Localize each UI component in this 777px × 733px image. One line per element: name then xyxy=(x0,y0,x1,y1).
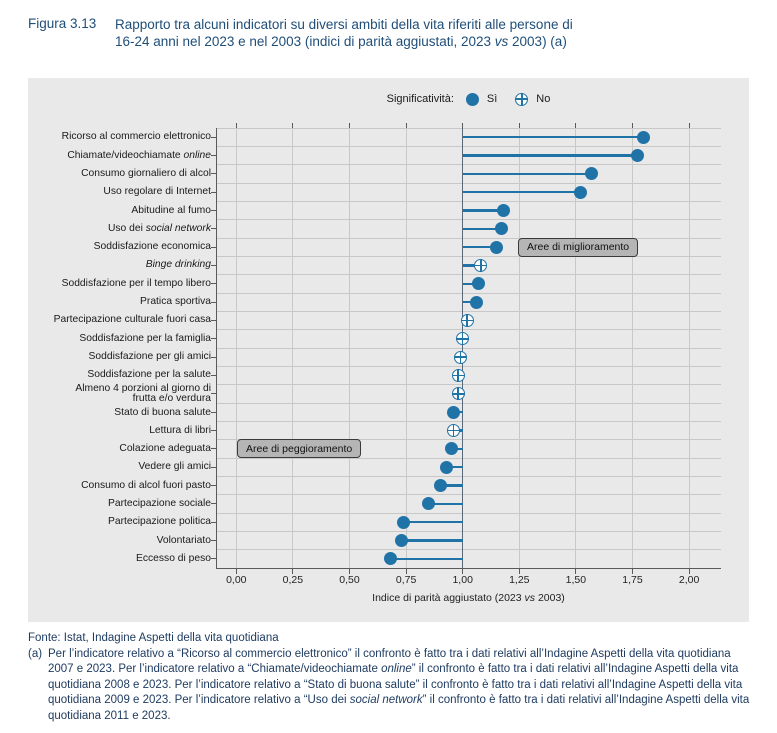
gridline-horizontal xyxy=(216,183,721,184)
chart-panel xyxy=(28,78,749,622)
gridline-horizontal xyxy=(216,384,721,385)
data-point-not-significant xyxy=(461,314,474,327)
data-point-significant xyxy=(445,442,458,455)
x-tick-label: 0,25 xyxy=(282,574,304,586)
category-label: Binge drinking xyxy=(145,259,211,271)
figure-number: Figura 3.13 xyxy=(28,16,97,31)
category-label: Almeno 4 porzioni al giorno di frutta e/o verdura xyxy=(75,383,211,404)
gridline-horizontal xyxy=(216,476,721,477)
gridline-horizontal xyxy=(216,403,721,404)
category-label: Uso dei social network xyxy=(107,222,211,234)
significant-dot-icon xyxy=(466,93,479,106)
category-label: Partecipazione culturale fuori casa xyxy=(53,314,211,326)
not-significant-dot-icon xyxy=(515,93,528,106)
improvement-annotation: Aree di miglioramento xyxy=(518,238,638,257)
worsening-annotation: Aree di peggioramento xyxy=(237,439,361,458)
category-label: Vedere gli amici xyxy=(138,461,211,473)
x-tick-label: 1,00 xyxy=(452,574,473,586)
data-point-not-significant xyxy=(454,351,467,364)
lollipop-stem xyxy=(463,136,644,138)
gridline-horizontal xyxy=(216,293,721,294)
footnote-a xyxy=(28,647,751,725)
data-point-not-significant xyxy=(452,387,465,400)
chart-legend xyxy=(216,88,721,110)
category-label: Volontariato xyxy=(156,534,211,546)
legend-label: Significatività: xyxy=(386,93,454,105)
gridline-horizontal xyxy=(216,238,721,239)
gridline-horizontal xyxy=(216,164,721,165)
category-label: Eccesso di peso xyxy=(136,552,211,564)
source-line: Fonte: Istat, Indagine Aspetti della vita quotidiana xyxy=(28,632,279,644)
data-point-significant xyxy=(574,186,587,199)
data-point-significant xyxy=(472,277,485,290)
gridline-horizontal xyxy=(216,329,721,330)
category-label: Soddisfazione per la famiglia xyxy=(79,332,211,344)
category-axis-labels xyxy=(28,128,211,568)
y-axis-line xyxy=(216,128,217,568)
category-label: Chiamate/videochiamate online xyxy=(67,149,211,161)
x-axis-tick-labels xyxy=(216,574,721,588)
category-label: Partecipazione politica xyxy=(107,516,211,528)
data-point-significant xyxy=(434,479,447,492)
lollipop-stem xyxy=(390,558,462,560)
data-point-not-significant xyxy=(452,369,465,382)
data-point-significant xyxy=(447,406,460,419)
gridline-horizontal xyxy=(216,366,721,367)
gridline-horizontal xyxy=(216,201,721,202)
gridline-horizontal xyxy=(216,513,721,514)
data-point-significant xyxy=(440,461,453,474)
category-label: Abitudine al fumo xyxy=(131,204,211,216)
footnote-tag: (a) xyxy=(28,647,43,660)
gridline-horizontal xyxy=(216,549,721,550)
data-point-significant xyxy=(397,516,410,529)
x-tick-label: 0,00 xyxy=(226,574,247,586)
data-point-significant xyxy=(495,222,508,235)
x-tick-label: 1,75 xyxy=(622,574,643,586)
lollipop-stem xyxy=(463,191,581,193)
lollipop-stem xyxy=(402,539,463,541)
category-label: Soddisfazione per il tempo libero xyxy=(61,277,211,289)
category-label: Stato di buona salute xyxy=(114,406,211,418)
category-label: Lettura di libri xyxy=(149,424,211,436)
x-tick-label: 2,00 xyxy=(678,574,700,586)
data-point-not-significant xyxy=(474,259,487,272)
gridline-horizontal xyxy=(216,274,721,275)
category-label: Soddisfazione per la salute xyxy=(87,369,211,381)
x-tick-label: 1,25 xyxy=(509,574,530,586)
category-label: Uso regolare di Internet xyxy=(103,186,211,198)
lollipop-stem xyxy=(463,154,637,156)
category-label: Soddisfazione economica xyxy=(93,241,211,253)
data-point-significant xyxy=(422,497,435,510)
data-point-significant xyxy=(470,296,483,309)
data-point-significant xyxy=(631,149,644,162)
x-tick-label: 0,75 xyxy=(395,574,417,586)
gridline-horizontal xyxy=(216,128,721,129)
footnote-text: Per l’indicatore relativo a “Ricorso al commercio elettronico” il confronto è fatto tra i dati relativi all’Indagine Aspetti della vita quotidiana 2007 e 2023. Per l’indicatore relativo a “Chiamate/videochiamate online” il confronto è fatto tra i dati relativi all’Indagine Aspetti della vita quotidiana 2008 e 2023. Per l’indicatore relativo a “Stato di buona salute” il confronto è fatto tra i dati relativi all’Indagine Aspetti della vita quotidiana 2009 e 2023. Per l’indicatore relativo a “Uso dei social network” il confronto è fatto tra i dati relativi all’Indagine Aspetti della vita quotidiana 2011 e 2023. xyxy=(48,647,750,722)
category-label: Consumo di alcol fuori pasto xyxy=(81,479,211,491)
category-label: Ricorso al commercio elettronico xyxy=(61,131,211,143)
gridline-horizontal xyxy=(216,311,721,312)
x-axis-title: Indice di parità aggiustato (2023 vs 2003) xyxy=(372,592,565,604)
data-point-significant xyxy=(497,204,510,217)
gridline-horizontal xyxy=(216,146,721,147)
category-label: Consumo giornaliero di alcol xyxy=(81,167,211,179)
gridline-horizontal xyxy=(216,256,721,257)
x-axis-line xyxy=(216,568,721,569)
lollipop-stem xyxy=(404,521,463,523)
data-point-significant xyxy=(637,131,650,144)
figure-footer xyxy=(28,631,751,724)
category-label: Soddisfazione per gli amici xyxy=(88,350,211,362)
data-point-not-significant xyxy=(447,424,460,437)
x-tick-label: 0,50 xyxy=(339,574,360,586)
legend-yes-label: Sì xyxy=(486,93,498,105)
lollipop-stem xyxy=(463,173,592,175)
plot-area xyxy=(216,128,721,568)
data-point-significant xyxy=(395,534,408,547)
x-tick-label: 1,50 xyxy=(565,574,587,586)
category-label: Pratica sportiva xyxy=(140,296,211,308)
data-point-significant xyxy=(384,552,397,565)
gridline-horizontal xyxy=(216,494,721,495)
category-label: Colazione adeguata xyxy=(119,443,211,455)
figure-title: Rapporto tra alcuni indicatori su diversi ambiti della vita riferiti alle persone di 16-24 anni nel 2023 e nel 2003 (indici di parità aggiustati, 2023 vs 2003) (a) xyxy=(115,17,573,49)
data-point-significant xyxy=(490,241,503,254)
data-point-not-significant xyxy=(456,332,469,345)
gridline-horizontal xyxy=(216,531,721,532)
gridline-horizontal xyxy=(216,348,721,349)
gridline-horizontal xyxy=(216,421,721,422)
category-label: Partecipazione sociale xyxy=(107,498,211,510)
data-point-significant xyxy=(585,167,598,180)
legend-no-label: No xyxy=(536,93,551,105)
gridline-horizontal xyxy=(216,219,721,220)
